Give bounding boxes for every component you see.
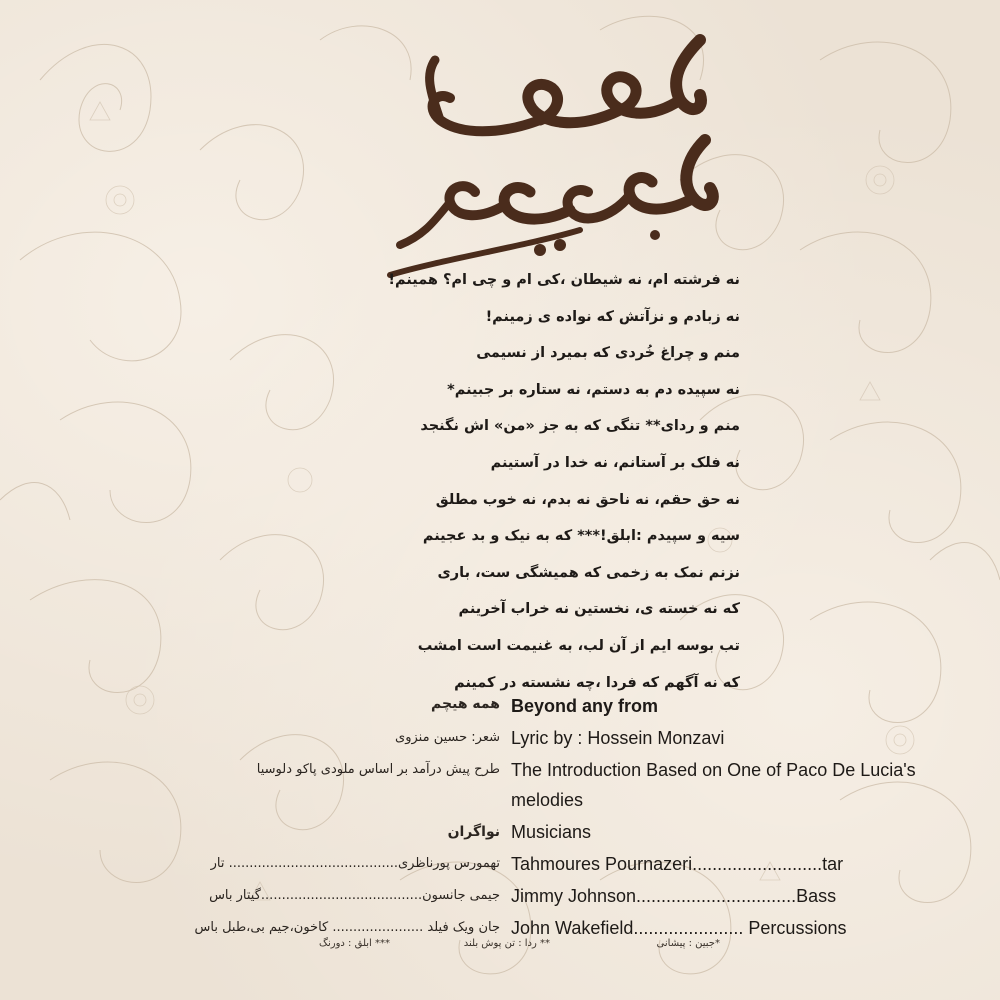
poem-line: که نه خسته ی، نخستین نه خراب آخرینم	[458, 601, 740, 618]
calligraphy-title	[380, 20, 720, 280]
musician-english: Jimmy Johnson................................Bass	[511, 886, 837, 906]
credit-row-intro-cont	[0, 788, 1000, 820]
musicians-heading-english: Musicians	[511, 822, 592, 842]
musician-english: Tahmoures Pournazeri..........................tar	[511, 854, 844, 874]
intro-credit-english-line2: melodies	[511, 790, 584, 810]
musician-persian: جان ویک فیلد ...................... کاخون،جیم بی،طبل باس	[194, 920, 500, 935]
footnote-jabin: *جبین : پیشانی	[656, 938, 720, 949]
poem-line: نزنم نمک به زخمی که همیشگی ست، باری	[437, 564, 740, 581]
credit-row-intro	[0, 758, 1000, 790]
title-calligraphy-image	[380, 20, 720, 280]
musician-english: John Wakefield...................... Percussions	[511, 918, 847, 938]
musician-persian: تهمورس پورناظری......................................... تار	[210, 856, 500, 871]
poem-line: که نه آگهم که فردا ،چه نشسته در کمینم	[454, 674, 740, 691]
poem-text	[260, 262, 740, 701]
poem-line: منم و چراغ خُردی که بمیرد از نسیمی	[476, 345, 740, 362]
lyric-credit-persian: شعر: حسین منزوی	[395, 730, 500, 745]
musicians-heading-persian: نواگران	[447, 824, 500, 840]
poem-line: نه فرشته ام، نه شیطان ،کی ام و چی ام؟ همینم!	[388, 272, 740, 288]
footnote-ablagh: *** ابلق : دورنگ	[319, 938, 390, 949]
poem-line: نه زبادم و نزآتش که نواده ی زمینم!	[485, 308, 740, 325]
intro-credit-english-line1: The Introduction Based on One of Paco De Lucia's	[511, 760, 916, 780]
credit-row-song	[0, 694, 1000, 726]
poem-line: تب بوسه ایم از آن لب، به غنیمت است امشب	[417, 637, 740, 654]
musician-persian: جیمی جانسون.......................................گیتار باس	[209, 888, 500, 903]
lyric-credit-english: Lyric by : Hossein Monzavi	[511, 728, 725, 748]
musician-row	[0, 884, 1000, 916]
poem-line: نه فلک بر آستانم، نه خدا در آستینم	[490, 454, 740, 471]
poem-line: نه حق حقم، نه ناحق نه بدم، نه خوب مطلق	[435, 491, 740, 508]
poem-line: سیه و سپیدم :ابلق!*** که به نیک و بد عجینم	[422, 528, 740, 545]
song-title-persian: همه هیچم	[431, 696, 500, 712]
intro-credit-persian: طرح پیش درآمد بر اساس ملودی پاکو دلوسیا	[256, 762, 500, 777]
footnote-reda: ** ردا : تن پوش بلند	[463, 938, 550, 949]
credit-row-musicians	[0, 820, 1000, 852]
song-title-english: Beyond any from	[511, 696, 659, 716]
credit-row-lyric	[0, 726, 1000, 758]
poem-line: منم و ردای** تنگی که به جز «من» اش نگنجد	[420, 418, 740, 435]
musician-row	[0, 852, 1000, 884]
poem-line: نه سپیده دم به دستم، نه ستاره بر جبینم*	[447, 381, 740, 398]
